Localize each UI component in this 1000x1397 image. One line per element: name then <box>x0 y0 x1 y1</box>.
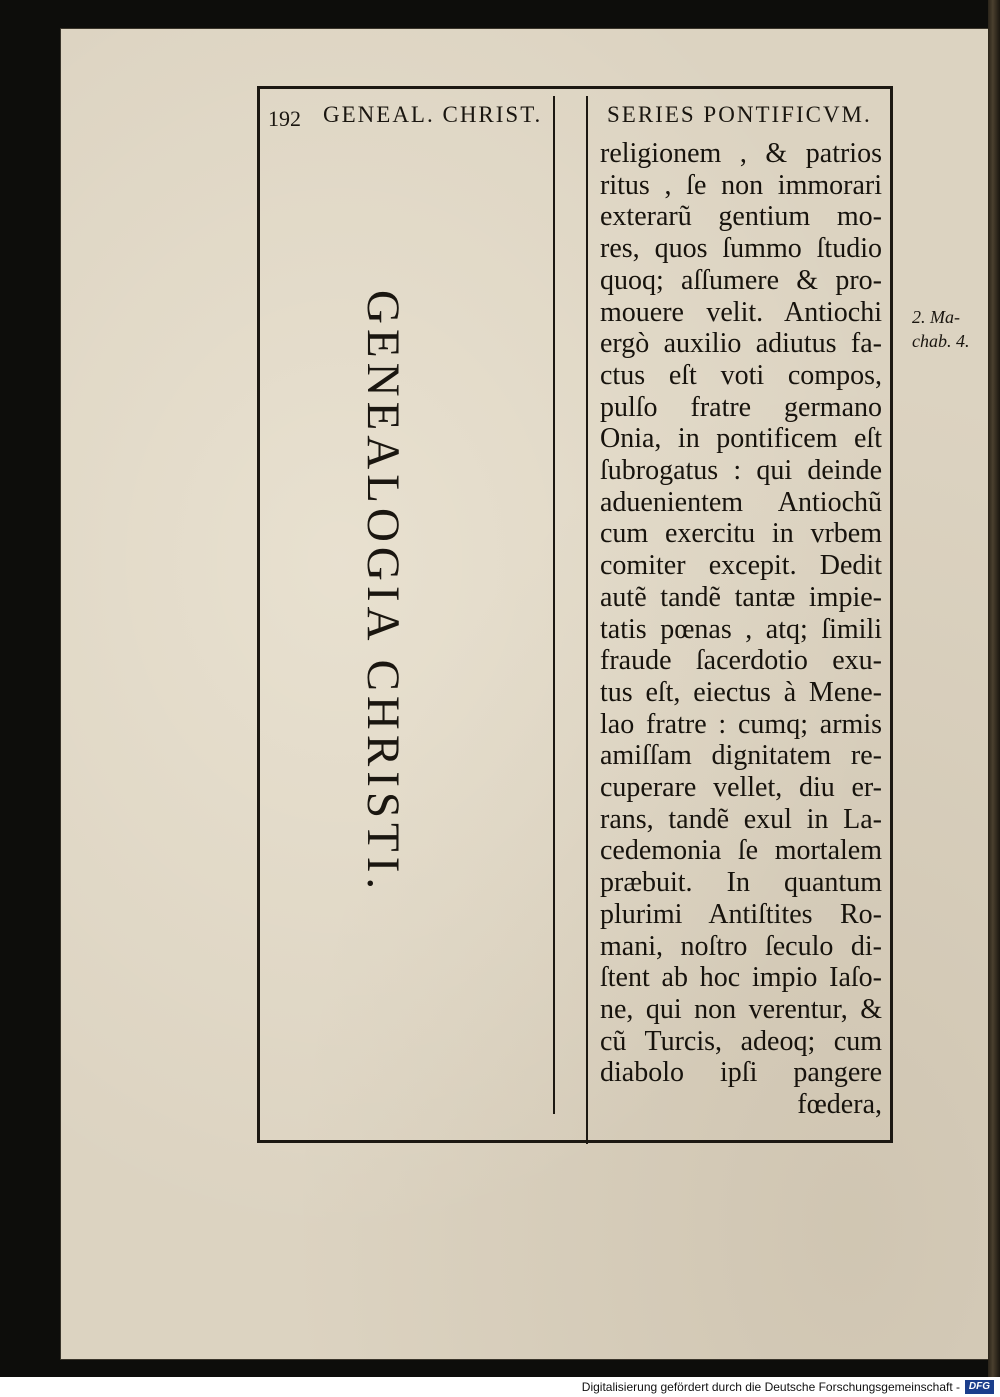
text-line: religionem , & patrios <box>600 138 882 169</box>
text-line: ſubrogatus : qui deinde <box>600 455 882 487</box>
text-line: lao fratre : cumq; armis <box>600 708 882 740</box>
text-line: plurimi Antiſtites Ro- <box>600 898 882 930</box>
running-header-right: SERIES PONTIFICVM. <box>607 102 872 127</box>
marginal-reference-line: 2. Ma- <box>912 307 960 327</box>
frame-top-rule <box>257 86 893 89</box>
body-text-column <box>600 138 882 1121</box>
text-line: ſtent ab hoc impio Iaſo- <box>600 962 882 994</box>
text-line: cuperare vellet, diu er- <box>600 772 882 804</box>
column-divider-right <box>586 96 588 1144</box>
text-line: ctus eſt voti compos, <box>600 359 882 391</box>
text-line: exterarũ gentium mo- <box>600 201 882 233</box>
text-line: autẽ tandẽ tantæ impie- <box>600 581 882 613</box>
frame-bottom-rule <box>257 1140 893 1143</box>
book-binding-edge <box>988 0 1000 1397</box>
text-line: rans, tandẽ exul in La- <box>600 803 882 835</box>
text-line: ne, qui non verentur, & <box>600 993 882 1025</box>
text-line: mouere velit. Antiochi <box>600 296 882 328</box>
frame-right-rule <box>890 86 893 1143</box>
text-line: comiter excepit. Dedit <box>600 550 882 582</box>
text-line: res, quos ſummo ſtudio <box>600 233 882 265</box>
marginal-reference-line: chab. 4. <box>912 331 970 351</box>
dfg-logo: DFG <box>965 1380 994 1394</box>
funding-credit: Digitalisierung gefördert durch die Deutsche Forschungsgemeinschaft - <box>581 1380 960 1394</box>
vertical-column-title: GENEALOGIA CHRISTI. <box>357 290 409 895</box>
text-line: præbuit. In quantum <box>600 867 882 899</box>
text-line: diabolo ipſi pangere <box>600 1057 882 1089</box>
running-header-left: GENEAL. CHRIST. <box>323 102 543 127</box>
text-line: cum exercitu in vrbem <box>600 518 882 550</box>
text-line: fraude ſacerdotio exu- <box>600 645 882 677</box>
text-line: Onia, in pontificem eſt <box>600 423 882 455</box>
text-line: mani, noſtro ſeculo di- <box>600 930 882 962</box>
text-line: tus eſt, eiectus à Mene- <box>600 676 882 708</box>
text-line: quoq; aſſumere & pro- <box>600 264 882 296</box>
text-line: ritus , ſe non immorari <box>600 169 882 201</box>
text-line: aduenientem Antiochũ <box>600 486 882 518</box>
frame-left-rule <box>257 86 260 1143</box>
page-number: 192 <box>268 106 301 131</box>
text-line: cũ Turcis, adeoq; cum <box>600 1025 882 1057</box>
text-line: pulſo fratre germano <box>600 391 882 423</box>
text-line: amiſſam dignitatem re- <box>600 740 882 772</box>
catchword: fœdera, <box>797 1089 882 1121</box>
text-line: tatis pœnas , atq; ſimili <box>600 613 882 645</box>
digitization-footer <box>0 1377 1000 1397</box>
text-line: cedemonia ſe mortalem <box>600 835 882 867</box>
marginal-reference <box>912 305 970 353</box>
text-line: ergò auxilio adiutus fa- <box>600 328 882 360</box>
column-divider-left <box>553 96 555 1114</box>
